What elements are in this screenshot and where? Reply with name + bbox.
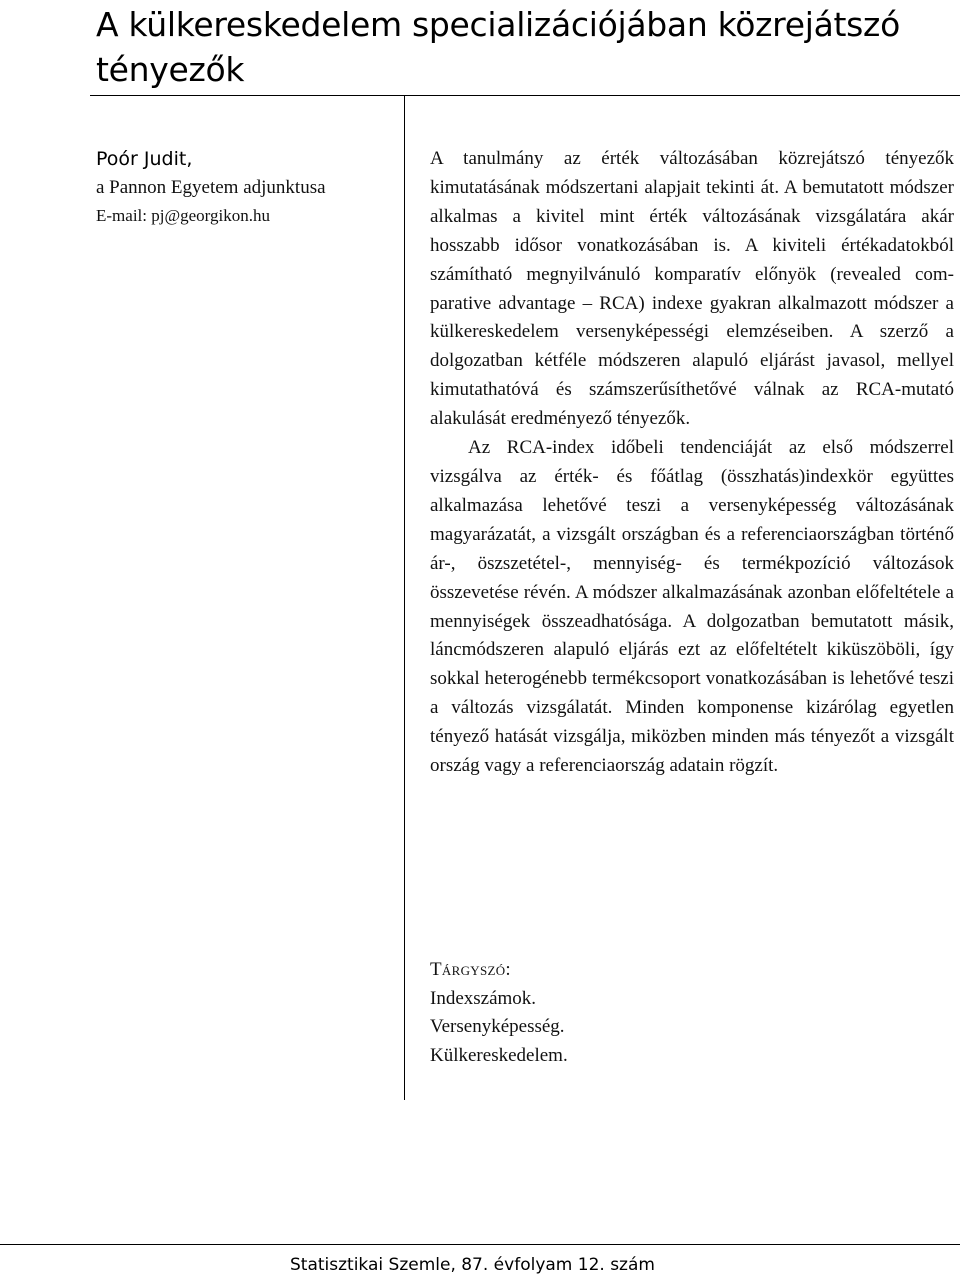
column-divider <box>404 96 405 1100</box>
keyword-item: Versenyképesség. <box>430 1016 565 1038</box>
keyword-item: Külkereskedelem. <box>430 1045 568 1067</box>
title-divider <box>90 95 960 96</box>
author-affiliation: a Pannon Egyetem adjunktusa <box>96 177 326 198</box>
author-email: E-mail: pj@georgikon.hu <box>96 206 270 225</box>
keyword-item: Indexszámok. <box>430 987 537 1009</box>
abstract <box>430 145 954 781</box>
author-block <box>96 145 396 230</box>
keywords-label: Tárgyszó: <box>430 959 511 980</box>
keywords-block <box>430 956 910 1071</box>
journal-footer: Statisztikai Szemle, 87. évfolyam 12. szám <box>290 1255 655 1275</box>
abstract-paragraph-1: A tanulmány az érték változásában közrejátszó tényezők kimutatásának módszertani alapjait tekinti át. A bemutatott módszer alkalmas a kivitel mint érték változásának vizsgálatára akár hosszabb idősor vonatkozásában is. A kiviteli értékadatokból számítható megnyilvánuló komparatív előnyök (revealed comparative advantage – RCA) indexe gyakran alkalmazott módszer a külkereskedelem versenyképességi elemzéseiben. A szerző a dolgozatban kétféle módszeren alapuló eljárást javasol, mellyel kimutathatóvá és számszerűsíthetővé válnak az RCA-mutató alakulását eredményező tényezők. <box>430 148 954 430</box>
author-name: Poór Judit, <box>96 148 193 170</box>
article-title: A külkereskedelem specializációjában közrejátszó tényezők <box>96 5 900 89</box>
abstract-paragraph-2: Az RCA-index időbeli tendenciáját az első módszerrel vizsgálva az érték- és főátlag (összhatás)indexkör együttes alkalmazása lehetővé teszi a versenyképesség változásának magyarázatát, a vizsgált országban és a referenciaországban történő ár-, öszszetétel-, mennyiség- és termékpozíció változások összevetése révén. A módszer alkalmazásának azonban előfeltétele a mennyiségek összeadhatósága. A dolgozatban bemutatott másik, láncmódszeren alapuló eljárás ezt az előfeltételt kiküszöböli, így sokkal heterogénebb termékcsoport vonatkozásában is lehetővé teszi a változás vizsgálatát. Minden komponense kizárólag egyetlen tényező hatását vizsgálja, miközben minden más tényezőt a vizsgált ország vagy a referenciaország adatain rögzít. <box>430 437 954 777</box>
footer-divider <box>0 1244 960 1245</box>
